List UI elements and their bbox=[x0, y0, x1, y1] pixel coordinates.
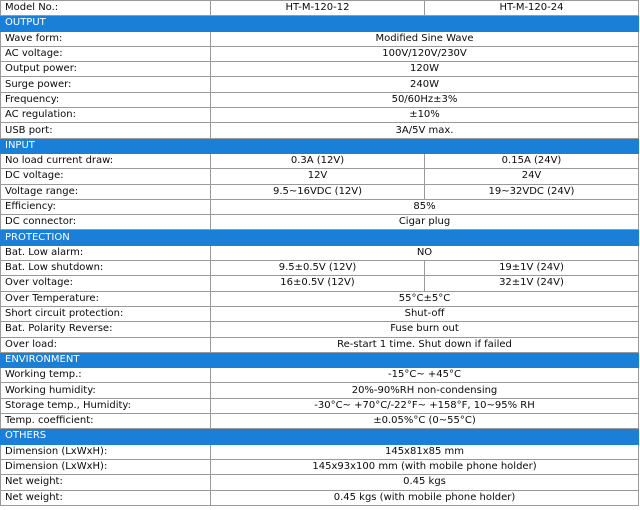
spec-value-12v: 12V bbox=[211, 169, 425, 184]
spec-label: Wave form: bbox=[1, 31, 211, 46]
spec-label: Over Temperature: bbox=[1, 291, 211, 306]
spec-row bbox=[1, 199, 639, 214]
model-label: Model No.: bbox=[1, 1, 211, 16]
section-header-others bbox=[1, 429, 639, 444]
spec-label: Over load: bbox=[1, 337, 211, 352]
spec-row bbox=[1, 322, 639, 337]
spec-row bbox=[1, 398, 639, 413]
spec-row bbox=[1, 337, 639, 352]
spec-label: Working humidity: bbox=[1, 383, 211, 398]
spec-value: NO bbox=[211, 245, 639, 260]
spec-label: Bat. Polarity Reverse: bbox=[1, 322, 211, 337]
spec-value: 240W bbox=[211, 77, 639, 92]
spec-label: DC connector: bbox=[1, 215, 211, 230]
spec-value: 145x81x85 mm bbox=[211, 444, 639, 459]
spec-label: Storage temp., Humidity: bbox=[1, 398, 211, 413]
spec-label: Bat. Low alarm: bbox=[1, 245, 211, 260]
spec-label: No load current draw: bbox=[1, 153, 211, 168]
spec-row bbox=[1, 245, 639, 260]
section-title: ENVIRONMENT bbox=[1, 352, 639, 367]
spec-row bbox=[1, 62, 639, 77]
spec-label: Over voltage: bbox=[1, 276, 211, 291]
spec-label: Temp. coefficient: bbox=[1, 414, 211, 429]
spec-row bbox=[1, 261, 639, 276]
model-header-row bbox=[1, 1, 639, 16]
spec-value: Fuse burn out bbox=[211, 322, 639, 337]
spec-row bbox=[1, 92, 639, 107]
spec-value: 3A/5V max. bbox=[211, 123, 639, 138]
spec-value: Re-start 1 time. Shut down if failed bbox=[211, 337, 639, 352]
spec-label: AC voltage: bbox=[1, 46, 211, 61]
spec-value: Shut-off bbox=[211, 306, 639, 321]
spec-row bbox=[1, 306, 639, 321]
spec-row bbox=[1, 215, 639, 230]
spec-label: Working temp.: bbox=[1, 368, 211, 383]
spec-value: 20%-90%RH non-condensing bbox=[211, 383, 639, 398]
spec-value-24v: 24V bbox=[425, 169, 639, 184]
spec-row bbox=[1, 184, 639, 199]
model-12v: HT-M-120-12 bbox=[211, 1, 425, 16]
spec-row bbox=[1, 77, 639, 92]
spec-value: 85% bbox=[211, 199, 639, 214]
spec-row bbox=[1, 153, 639, 168]
spec-row bbox=[1, 444, 639, 459]
spec-row bbox=[1, 123, 639, 138]
spec-value: 0.45 kgs bbox=[211, 475, 639, 490]
spec-value-12v: 16±0.5V (12V) bbox=[211, 276, 425, 291]
section-title: OUTPUT bbox=[1, 16, 639, 31]
spec-value: 145x93x100 mm (with mobile phone holder) bbox=[211, 459, 639, 474]
spec-label: Net weight: bbox=[1, 490, 211, 505]
spec-label: Dimension (LxWxH): bbox=[1, 459, 211, 474]
spec-row bbox=[1, 276, 639, 291]
spec-value-12v: 9.5~16VDC (12V) bbox=[211, 184, 425, 199]
section-title: OTHERS bbox=[1, 429, 639, 444]
spec-label: Voltage range: bbox=[1, 184, 211, 199]
section-header-output bbox=[1, 16, 639, 31]
spec-value-24v: 19±1V (24V) bbox=[425, 261, 639, 276]
spec-value: ±10% bbox=[211, 108, 639, 123]
spec-label: USB port: bbox=[1, 123, 211, 138]
spec-row bbox=[1, 31, 639, 46]
spec-row bbox=[1, 291, 639, 306]
spec-row bbox=[1, 108, 639, 123]
section-header-protection bbox=[1, 230, 639, 245]
spec-value: -30°C~ +70°C/-22°F~ +158°F, 10~95% RH bbox=[211, 398, 639, 413]
spec-row bbox=[1, 368, 639, 383]
spec-label: AC regulation: bbox=[1, 108, 211, 123]
spec-value: Cigar plug bbox=[211, 215, 639, 230]
spec-value: Modified Sine Wave bbox=[211, 31, 639, 46]
spec-value: ±0.05%°C (0~55°C) bbox=[211, 414, 639, 429]
section-header-environment bbox=[1, 352, 639, 367]
spec-label: Short circuit protection: bbox=[1, 306, 211, 321]
spec-label: Surge power: bbox=[1, 77, 211, 92]
spec-row bbox=[1, 490, 639, 505]
spec-row bbox=[1, 459, 639, 474]
spec-value-24v: 19~32VDC (24V) bbox=[425, 184, 639, 199]
spec-value: 0.45 kgs (with mobile phone holder) bbox=[211, 490, 639, 505]
spec-value: 100V/120V/230V bbox=[211, 46, 639, 61]
spec-label: Efficiency: bbox=[1, 199, 211, 214]
spec-label: Bat. Low shutdown: bbox=[1, 261, 211, 276]
spec-value-24v: 32±1V (24V) bbox=[425, 276, 639, 291]
spec-table-body bbox=[1, 1, 639, 506]
spec-row bbox=[1, 46, 639, 61]
spec-value: -15°C~ +45°C bbox=[211, 368, 639, 383]
spec-value-12v: 0.3A (12V) bbox=[211, 153, 425, 168]
section-header-input bbox=[1, 138, 639, 153]
spec-label: DC voltage: bbox=[1, 169, 211, 184]
section-title: INPUT bbox=[1, 138, 639, 153]
spec-row bbox=[1, 475, 639, 490]
spec-value: 50/60Hz±3% bbox=[211, 92, 639, 107]
model-24v: HT-M-120-24 bbox=[425, 1, 639, 16]
spec-label: Dimension (LxWxH): bbox=[1, 444, 211, 459]
spec-value: 120W bbox=[211, 62, 639, 77]
section-title: PROTECTION bbox=[1, 230, 639, 245]
spec-label: Output power: bbox=[1, 62, 211, 77]
spec-row bbox=[1, 414, 639, 429]
spec-label: Frequency: bbox=[1, 92, 211, 107]
spec-value: 55°C±5°C bbox=[211, 291, 639, 306]
spec-row bbox=[1, 383, 639, 398]
spec-value-12v: 9.5±0.5V (12V) bbox=[211, 261, 425, 276]
spec-label: Net weight: bbox=[1, 475, 211, 490]
spec-row bbox=[1, 169, 639, 184]
spec-value-24v: 0.15A (24V) bbox=[425, 153, 639, 168]
